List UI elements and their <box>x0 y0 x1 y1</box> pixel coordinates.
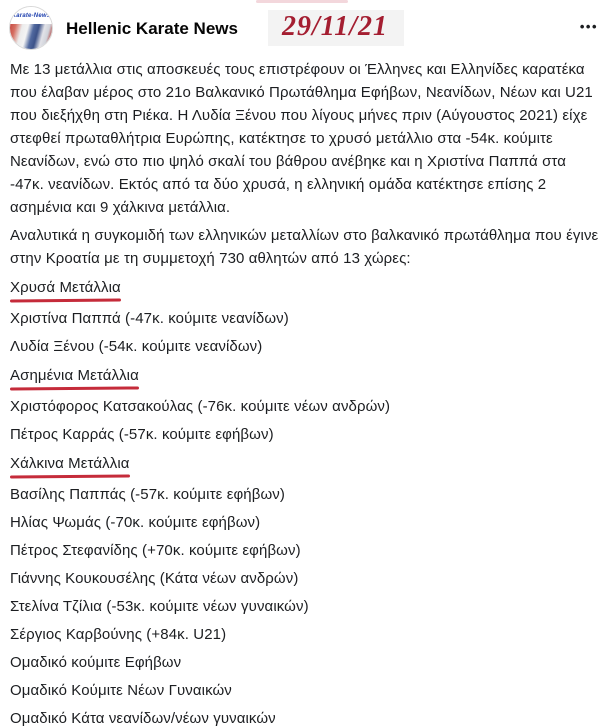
summary-paragraph: Αναλυτικά η συγκομιδή των ελληνικών μεταλλίων στο βαλκανικό πρωτάθλημα που έγινε στην Κροατία με τη συμμετοχή 730 αθλητών από 13 χώρες: <box>10 227 599 267</box>
section-heading-silver: Ασημένια Μετάλλια <box>10 367 139 384</box>
post-content <box>0 52 614 727</box>
medal-item: Χριστόφορος Κατσακούλας (-76κ. κούμιτε νέων ανδρών) <box>10 398 391 415</box>
medal-item: Ηλίας Ψωμάς (-70κ. κούμιτε εφήβων) <box>10 514 261 531</box>
red-underline <box>10 386 139 390</box>
medal-item: Στελίνα Τζίλια (-53κ. κούμιτε νέων γυναικών) <box>10 598 309 615</box>
medal-item: Ομαδικό Κούμιτε Νέων Γυναικών <box>10 682 232 699</box>
page-avatar[interactable] <box>9 6 53 50</box>
medal-item: Βασίλης Παππάς (-57κ. κούμιτε εφήβων) <box>10 486 285 503</box>
post-date-box <box>268 10 404 46</box>
page-name[interactable]: Hellenic Karate News <box>66 19 238 38</box>
red-underline <box>10 474 130 478</box>
section-heading-bronze: Χάλκινα Μετάλλια <box>10 455 130 472</box>
avatar-logo-text: Karate-News <box>10 7 52 24</box>
more-options-icon[interactable]: ••• <box>579 19 598 34</box>
section-gold <box>10 279 602 355</box>
medal-item: Λυδία Ξένου (-54κ. κούμιτε νεανίδων) <box>10 338 263 355</box>
post-date: 29/11/21 <box>281 11 388 42</box>
medal-item: Χριστίνα Παππά (-47κ. κούμιτε νεανίδων) <box>10 310 289 327</box>
section-bronze <box>10 455 602 727</box>
avatar-photo <box>10 24 52 50</box>
medal-item: Ομαδικό Κάτα νεανίδων/νέων γυναικών <box>10 710 276 727</box>
cropped-red-artifact <box>256 0 348 3</box>
medal-item: Ομαδικό κούμιτε Εφήβων <box>10 654 182 671</box>
section-silver <box>10 367 602 443</box>
medal-item: Γιάννης Κουκουσέλης (Κάτα νέων ανδρών) <box>10 570 299 587</box>
post-header <box>0 0 614 52</box>
medal-item: Πέτρος Στεφανίδης (+70κ. κούμιτε εφήβων) <box>10 542 301 559</box>
medal-item: Πέτρος Καρράς (-57κ. κούμιτε εφήβων) <box>10 426 274 443</box>
intro-paragraph: Με 13 μετάλλια στις αποσκευές τους επιστρέφουν οι Έλληνες και Ελληνίδες καρατέκα που έλαβαν μέρος στο 21ο Βαλκανικό Πρωτάθλημα Εφήβων, Νεανίδων, Νέων και U21 που διεξήχθη στη Ριέκα. Η Λυδία Ξένου που λίγους μήνες πριν (Αύγουστος 2021) είχε στεφθεί πρωταθλήτρια Ευρώπης, κατέκτησε το χρυσό μετάλλιο στα -54κ. κούμιτε Νεανίδων, ενώ στο πιο ψηλό σκαλί του βάθρου ανέβηκε και η Χριστίνα Παππά στα -47κ. νεανίδων. Εκτός από τα δύο χρυσά, η ελληνική ομάδα κατέκτησε επίσης 2 ασημένια και 9 χάλκινα μετάλλια. <box>10 61 593 216</box>
section-heading-gold: Χρυσά Μετάλλια <box>10 279 121 296</box>
medal-item: Σέργιος Καρβούνης (+84κ. U21) <box>10 626 227 643</box>
red-underline <box>10 299 121 303</box>
